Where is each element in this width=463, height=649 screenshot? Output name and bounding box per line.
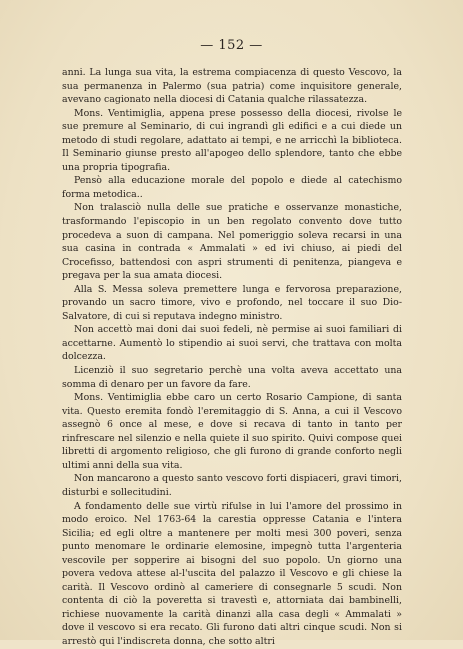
paragraph: A fondamento delle sue virtù rifulse in lui l'amore del prossimo in modo eroico. Nel 1763-64 la carestia oppresse Catania e l'intera Sicilia; ed egli oltre a mantenere per molti mesi 300 poveri, senza punto menomare le ordinarie elemosine, impegnò tutta l'argenteria vescovile per sopperire ai bisogni del suo popolo. Un giorno una povera vedova attese al-l'uscita del palazzo il Vescovo e gli chiese la carità. Il Vescovo ordinò al cameriere di consegnarle 5 scudi. Non contenta di ciò la poveretta si travestì e, attorniata dai bambinelli, richiese nuovamente la carità dinanzi alla casa degli « Ammalati » dove il vescovo si era recato. Gli furono dati altri cinque scudi. Non si arrestò qui l'indiscreta donna, che sotto altri	[62, 500, 402, 647]
page-number: — 152 —	[200, 38, 263, 53]
paragraph: Alla S. Messa soleva premettere lunga e fervorosa preparazione, provando un sacro timore, vivo e profondo, nel toccare il suo Dio-Salvatore, di cui si reputava indegno ministro.	[62, 283, 402, 322]
paragraph: Pensò alla educazione morale del popolo e diede al catechismo forma metodica..	[62, 175, 402, 200]
body-text	[62, 66, 402, 649]
paragraph: Non tralasciò nulla delle sue pratiche e osservanze monastiche, trasformando l'episcopio in un ben regolato convento dove tutto procedeva a suon di campana. Nel pomeriggio soleva recarsi in una sua casina in contrada « Ammalati » ed ivi chiuso, ai piedi del Crocefisso, battendosi con aspri strumenti di penitenza, piangeva e pregava per la sua amata diocesi.	[62, 202, 402, 282]
paragraph: Licenziò il suo segretario perchè una volta aveva accettato una somma di denaro per un favore da fare.	[62, 365, 402, 390]
paragraph: Non mancarono a questo santo vescovo forti dispiaceri, gravi timori, disturbi e sollecitudini.	[62, 473, 402, 498]
paragraph: anni. La lunga sua vita, la estrema compiacenza di questo Vescovo, la sua permanenza in Palermo (sua patria) come inquisitore generale, avevano cagionato nella diocesi di Catania qualche rilassatezza.	[62, 67, 402, 106]
paragraph: Non accettò mai doni dai suoi fedeli, nè permise ai suoi familiari di accettarne. Aumentò lo stipendio ai suoi servi, che trattava con molta dolcezza.	[62, 324, 402, 363]
paragraph: Mons. Ventimiglia, appena prese possesso della diocesi, rivolse le sue premure al Seminario, di cui ingrandì gli edifici e a cui diede un metodo di studi regolare, adattato ai tempi, e ne arricchì la biblioteca. Il Seminario giunse presto all'apogeo dello splendore, tanto che ebbe una propria tipografia.	[62, 107, 402, 173]
paragraph: Mons. Ventimiglia ebbe caro un certo Rosario Campione, di santa vita. Questo eremita fondò l'eremitaggio di S. Anna, a cui il Vescovo assegnò 6 once al mese, e dove si recava di tanto in tanto per rinfrescare nel silenzio e nella quiete il suo spirito. Quivi compose quei libretti di argomento religioso, che gli furono di grande conforto negli ultimi anni della sua vita.	[62, 392, 402, 471]
